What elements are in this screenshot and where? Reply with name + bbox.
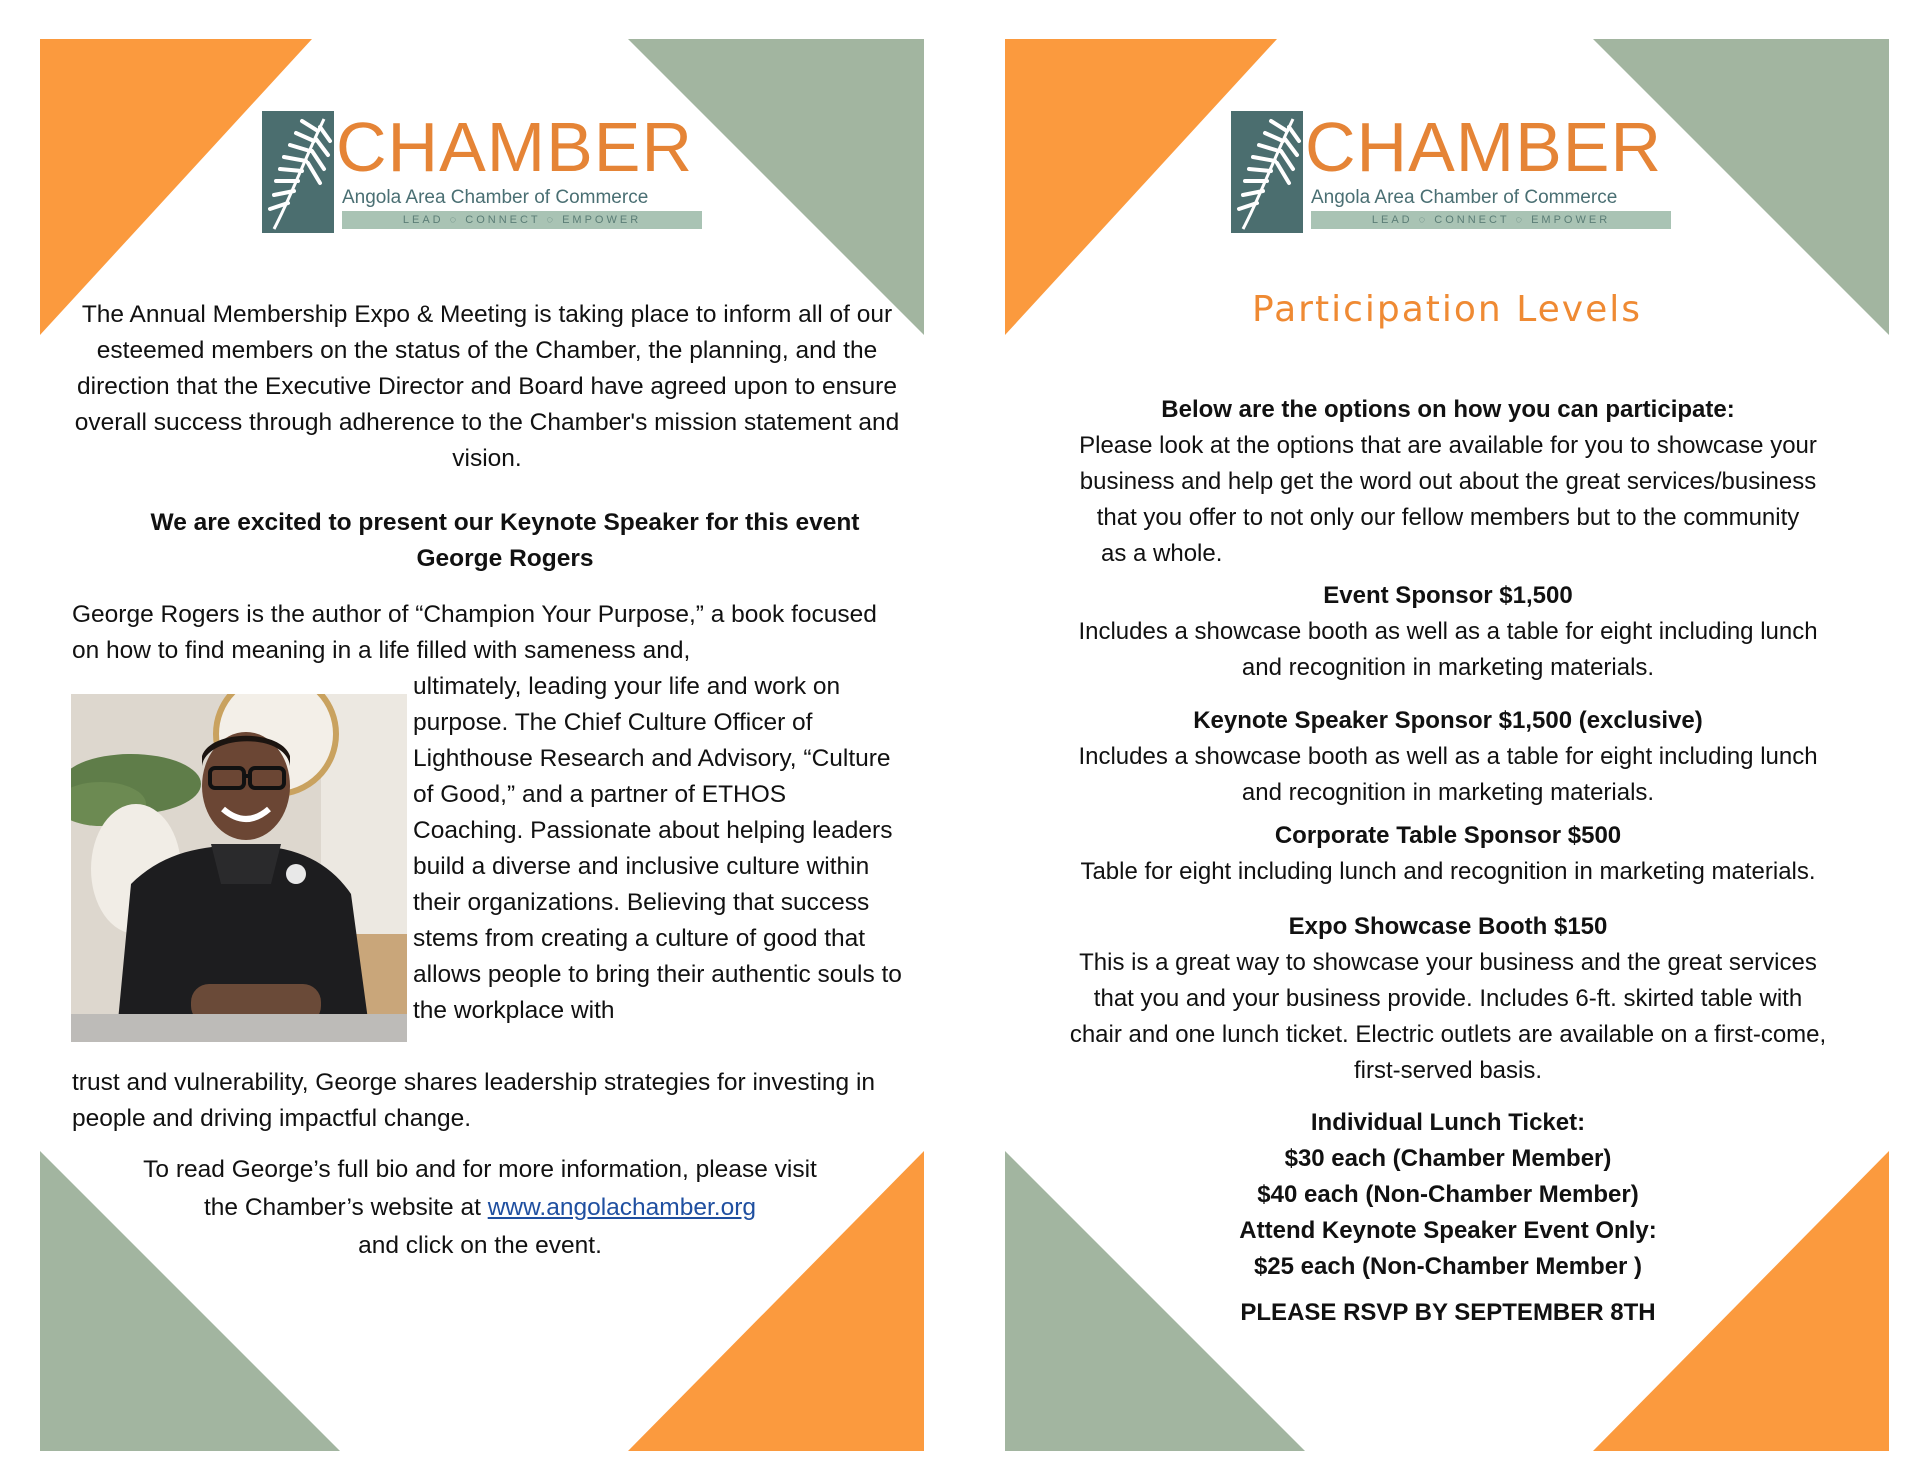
options-intro-line: that you offer to not only our fellow members but to the community xyxy=(1096,504,1800,531)
level-description: and recognition in marketing materials. xyxy=(1241,779,1655,806)
level-description: that you and your business provide. Includes 6-ft. skirted table with xyxy=(1093,985,1803,1012)
palm-leaf-logo-icon xyxy=(1231,111,1303,233)
lunch-ticket-heading: Individual Lunch Ticket: xyxy=(1310,1109,1586,1136)
left-page xyxy=(40,39,924,1451)
logo-wordmark: CHAMBER xyxy=(336,108,694,186)
right-page xyxy=(1005,39,1889,1451)
logo-subtitle: Angola Area Chamber of Commerce xyxy=(1311,187,1618,208)
bio-tail-text: trust and vulnerability, George shares leadership strategies for investing in people and driving impactful change. xyxy=(72,1069,876,1132)
logo-subtitle: Angola Area Chamber of Commerce xyxy=(342,187,649,208)
speaker-name: George Rogers xyxy=(416,545,594,572)
level-description: and recognition in marketing materials. xyxy=(1241,654,1655,681)
level-name: Keynote Speaker Sponsor $1,500 (exclusive) xyxy=(1193,707,1703,734)
chamber-logo xyxy=(262,108,702,233)
more-info-line: To read George’s full bio and for more information, please visit xyxy=(143,1156,817,1183)
level-name: Corporate Table Sponsor $500 xyxy=(1274,822,1622,849)
bio-wrapped-text: ultimately, leading your life and work on purpose. The Chief Culture Officer of Lighthouse Research and Advisory, “Culture of Good,” and a partner of ETHOS Coaching. Passionate about helping leaders build a diverse and inclusive culture within their organizations. Believing that success stems from creating a culture of good that allows people to bring their authentic souls to the workplace with xyxy=(413,673,902,1024)
ticket-member-price: $30 each (Chamber Member) xyxy=(1284,1145,1612,1172)
level-description: This is a great way to showcase your business and the great services xyxy=(1079,949,1817,976)
options-heading: Below are the options on how you can participate: xyxy=(1161,396,1735,423)
more-info-line xyxy=(80,1189,880,1227)
level-name: Expo Showcase Booth $150 xyxy=(1288,913,1608,940)
options-intro-line: Please look at the options that are available for you to showcase your xyxy=(1079,432,1817,459)
intro-paragraph: The Annual Membership Expo & Meeting is taking place to inform all of our esteemed members on the status of the Chamber, the planning, and the direction that the Executive Director and Board have agreed upon to ensure overall success through adherence to the Chamber's mission statement and vision. xyxy=(74,301,900,472)
logo-tagline: LEAD ◌ CONNECT ◌ EMPOWER xyxy=(1311,211,1671,229)
level-description: first-served basis. xyxy=(1353,1057,1543,1084)
more-info-line: and click on the event. xyxy=(358,1232,602,1259)
options-intro-line: business and help get the word out about the great services/business xyxy=(1079,468,1817,495)
logo-tagline: LEAD ◌ CONNECT ◌ EMPOWER xyxy=(342,211,702,229)
keynote-heading-line: We are excited to present our Keynote Speaker for this event xyxy=(150,509,860,536)
level-description: Includes a showcase booth as well as a table for eight including lunch xyxy=(1078,743,1818,770)
website-link[interactable]: www.angolachamber.org xyxy=(487,1194,756,1221)
level-description: Table for eight including lunch and recognition in marketing materials. xyxy=(1080,858,1816,885)
level-description: chair and one lunch ticket. Electric outlets are available on a first-come, xyxy=(1069,1021,1827,1048)
speaker-photo xyxy=(71,694,407,1042)
level-description: Includes a showcase booth as well as a table for eight including lunch xyxy=(1078,618,1818,645)
palm-leaf-logo-icon xyxy=(262,111,334,233)
more-info-prefix: the Chamber’s website at xyxy=(203,1194,488,1221)
options-intro-line: as a whole. xyxy=(1101,540,1223,567)
ticket-nonmember-price: $40 each (Non-Chamber Member) xyxy=(1257,1181,1639,1208)
rsvp-notice: PLEASE RSVP BY SEPTEMBER 8TH xyxy=(1240,1299,1656,1326)
logo-wordmark: CHAMBER xyxy=(1305,108,1663,186)
participation-levels-title: Participation Levels xyxy=(1252,289,1642,330)
keynote-only-price: $25 each (Non-Chamber Member ) xyxy=(1253,1253,1643,1280)
more-info-paragraph xyxy=(80,1151,880,1265)
level-name: Event Sponsor $1,500 xyxy=(1323,582,1573,609)
chamber-logo xyxy=(1231,108,1671,233)
keynote-only-heading: Attend Keynote Speaker Event Only: xyxy=(1239,1217,1657,1244)
bio-lead-text: George Rogers is the author of “Champion Your Purpose,” a book focused on how to find meaning in a life filled with sameness and, xyxy=(72,601,877,664)
keynote-heading xyxy=(140,505,870,577)
